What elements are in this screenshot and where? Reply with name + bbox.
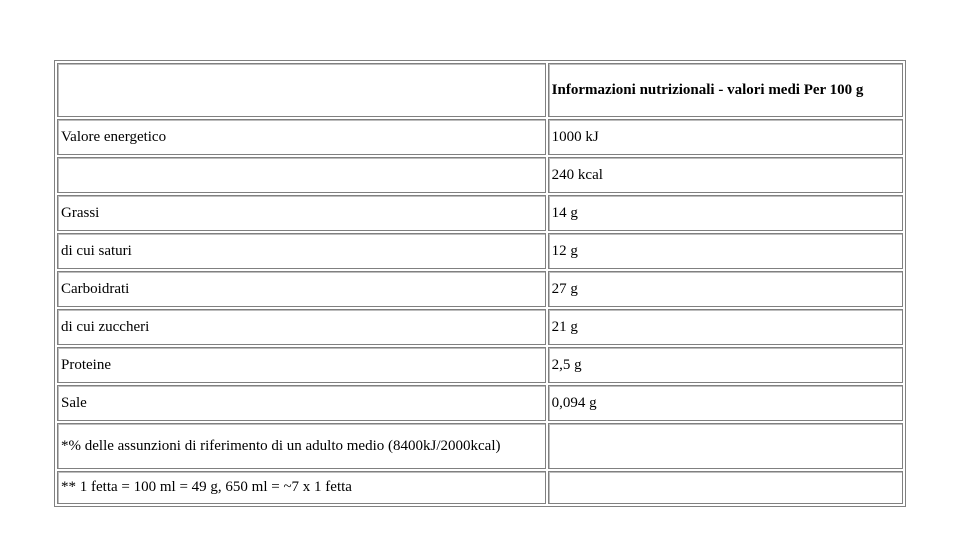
table-row — [57, 347, 903, 383]
reference-intake-note-row — [57, 423, 903, 469]
reference-intake-note: *% delle assunzioni di riferimento di un adulto medio (8400kJ/2000kcal) — [57, 423, 546, 469]
nutrient-value: 21 g — [548, 309, 903, 345]
table-row — [57, 271, 903, 307]
portion-note: ** 1 fetta = 100 ml = 49 g, 650 ml = ~7 x 1 fetta — [57, 471, 546, 504]
nutrient-value: 12 g — [548, 233, 903, 269]
nutrient-value: 0,094 g — [548, 385, 903, 421]
nutrient-label: Proteine — [57, 347, 546, 383]
nutrient-value: 27 g — [548, 271, 903, 307]
table-row — [57, 385, 903, 421]
nutrient-value: 14 g — [548, 195, 903, 231]
nutrient-label: di cui zuccheri — [57, 309, 546, 345]
nutrient-label: Valore energetico — [57, 119, 546, 155]
portion-note-row — [57, 471, 903, 504]
nutrient-value: 2,5 g — [548, 347, 903, 383]
nutrient-label: Carboidrati — [57, 271, 546, 307]
table-row — [57, 195, 903, 231]
header-label-cell — [57, 63, 546, 117]
note-value-cell — [548, 471, 903, 504]
nutrient-label: Sale — [57, 385, 546, 421]
nutrient-value: 240 kcal — [548, 157, 903, 193]
nutrition-table — [54, 60, 906, 507]
header-title-cell: Informazioni nutrizionali - valori medi Per 100 g — [548, 63, 903, 117]
note-value-cell — [548, 423, 903, 469]
table-row — [57, 233, 903, 269]
table-row — [57, 157, 903, 193]
table-row — [57, 309, 903, 345]
nutrient-value: 1000 kJ — [548, 119, 903, 155]
table-header-row — [57, 63, 903, 117]
nutrient-label: di cui saturi — [57, 233, 546, 269]
nutrient-label: Grassi — [57, 195, 546, 231]
nutrient-label — [57, 157, 546, 193]
table-row — [57, 119, 903, 155]
